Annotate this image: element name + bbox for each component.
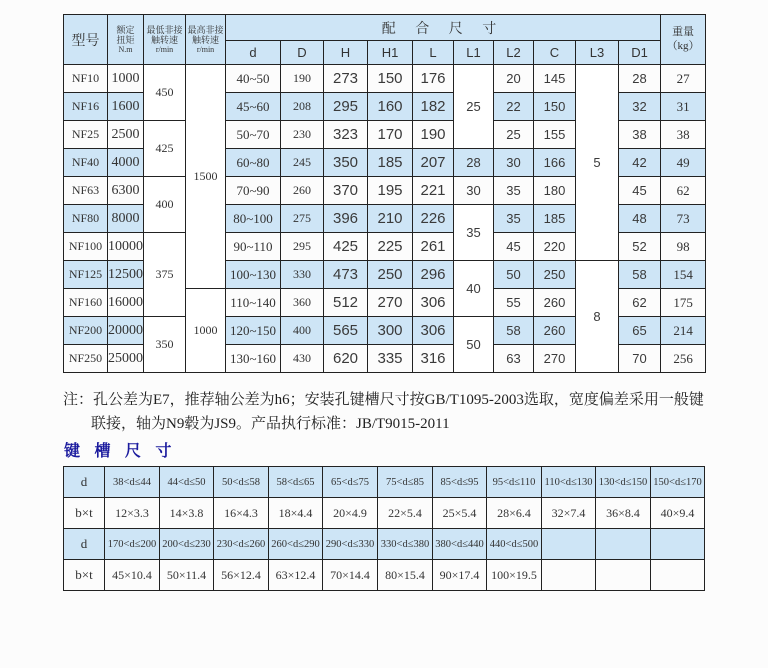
keyway-range: 50<d≤58 bbox=[214, 467, 269, 498]
keyway-value bbox=[651, 560, 705, 591]
D-cell: 330 bbox=[281, 261, 324, 289]
header-line: 最高非接 bbox=[187, 24, 224, 35]
torque-cell: 16000 bbox=[108, 289, 144, 317]
D-cell: 295 bbox=[281, 233, 324, 261]
d-cell: 110~140 bbox=[226, 289, 281, 317]
keyway-value: 100×19.5 bbox=[487, 560, 542, 591]
D1-cell: 38 bbox=[619, 121, 661, 149]
L-cell: 207 bbox=[413, 149, 454, 177]
model-cell: NF25 bbox=[64, 121, 108, 149]
D-cell: 260 bbox=[281, 177, 324, 205]
D1-cell: 65 bbox=[619, 317, 661, 345]
d-cell: 130~160 bbox=[226, 345, 281, 373]
weight-cell: 175 bbox=[661, 289, 706, 317]
H1-cell: 225 bbox=[368, 233, 413, 261]
col-header-L: L bbox=[413, 41, 454, 65]
header-unit: r/min bbox=[196, 45, 215, 55]
H-cell: 473 bbox=[324, 261, 368, 289]
L-cell: 316 bbox=[413, 345, 454, 373]
weight-cell: 38 bbox=[661, 121, 706, 149]
d-cell: 45~60 bbox=[226, 93, 281, 121]
H-cell: 620 bbox=[324, 345, 368, 373]
L1-cell: 28 bbox=[454, 149, 494, 177]
keyway-label-bt: b×t bbox=[64, 498, 105, 529]
H1-cell: 195 bbox=[368, 177, 413, 205]
col-header-model: 型号 bbox=[64, 15, 108, 65]
min-speed-cell: 375 bbox=[144, 233, 186, 317]
col-header-D: D bbox=[281, 41, 324, 65]
model-cell: NF10 bbox=[64, 65, 108, 93]
min-speed-cell: 400 bbox=[144, 177, 186, 233]
torque-cell: 6300 bbox=[108, 177, 144, 205]
keyway-value: 36×8.4 bbox=[596, 498, 651, 529]
C-cell: 220 bbox=[534, 233, 576, 261]
weight-cell: 214 bbox=[661, 317, 706, 345]
keyway-range: 150<d≤170 bbox=[651, 467, 705, 498]
keyway-value: 25×5.4 bbox=[433, 498, 487, 529]
min-speed-cell: 350 bbox=[144, 317, 186, 373]
keyway-range: 440<d≤500 bbox=[487, 529, 542, 560]
C-cell: 145 bbox=[534, 65, 576, 93]
keyway-range: 260<d≤290 bbox=[269, 529, 323, 560]
L1-cell: 50 bbox=[454, 317, 494, 373]
H-cell: 565 bbox=[324, 317, 368, 345]
D-cell: 230 bbox=[281, 121, 324, 149]
torque-cell: 12500 bbox=[108, 261, 144, 289]
L2-cell: 35 bbox=[494, 177, 534, 205]
keyway-value: 56×12.4 bbox=[214, 560, 269, 591]
L-cell: 261 bbox=[413, 233, 454, 261]
col-header-D1: D1 bbox=[619, 41, 661, 65]
keyway-range: 170<d≤200 bbox=[105, 529, 160, 560]
L-cell: 306 bbox=[413, 289, 454, 317]
torque-cell: 20000 bbox=[108, 317, 144, 345]
note-text bbox=[63, 388, 723, 436]
torque-cell: 25000 bbox=[108, 345, 144, 373]
torque-cell: 8000 bbox=[108, 205, 144, 233]
L2-cell: 50 bbox=[494, 261, 534, 289]
H-cell: 295 bbox=[324, 93, 368, 121]
keyway-value: 50×11.4 bbox=[160, 560, 214, 591]
L2-cell: 25 bbox=[494, 121, 534, 149]
H-cell: 323 bbox=[324, 121, 368, 149]
d-cell: 40~50 bbox=[226, 65, 281, 93]
keyway-range: 230<d≤260 bbox=[214, 529, 269, 560]
table-row-nf10 bbox=[64, 65, 706, 93]
model-cell: NF40 bbox=[64, 149, 108, 177]
d-cell: 50~70 bbox=[226, 121, 281, 149]
keyway-value bbox=[542, 560, 596, 591]
spec-table bbox=[63, 14, 706, 373]
C-cell: 260 bbox=[534, 317, 576, 345]
col-header-L1: L1 bbox=[454, 41, 494, 65]
model-cell: NF80 bbox=[64, 205, 108, 233]
L2-cell: 63 bbox=[494, 345, 534, 373]
header-unit: N.m bbox=[118, 45, 133, 55]
L-cell: 176 bbox=[413, 65, 454, 93]
col-header-min-speed bbox=[144, 15, 186, 65]
keyway-value: 12×3.3 bbox=[105, 498, 160, 529]
C-cell: 155 bbox=[534, 121, 576, 149]
D1-cell: 48 bbox=[619, 205, 661, 233]
keyway-range bbox=[651, 529, 705, 560]
model-cell: NF125 bbox=[64, 261, 108, 289]
H1-cell: 160 bbox=[368, 93, 413, 121]
header-line: 最低非接 bbox=[146, 24, 183, 35]
keyway-value: 22×5.4 bbox=[378, 498, 433, 529]
keyway-range: 95<d≤110 bbox=[487, 467, 542, 498]
L3-cell: 8 bbox=[576, 261, 619, 373]
D-cell: 360 bbox=[281, 289, 324, 317]
H1-cell: 150 bbox=[368, 65, 413, 93]
D-cell: 190 bbox=[281, 65, 324, 93]
D1-cell: 52 bbox=[619, 233, 661, 261]
H1-cell: 250 bbox=[368, 261, 413, 289]
keyway-value: 32×7.4 bbox=[542, 498, 596, 529]
keyway-value: 18×4.4 bbox=[269, 498, 323, 529]
keyway-range: 290<d≤330 bbox=[323, 529, 378, 560]
keyway-value-row-1 bbox=[64, 498, 705, 529]
model-cell: NF250 bbox=[64, 345, 108, 373]
torque-cell: 2500 bbox=[108, 121, 144, 149]
header-row-1 bbox=[64, 15, 706, 41]
H1-cell: 210 bbox=[368, 205, 413, 233]
keyway-value: 20×4.9 bbox=[323, 498, 378, 529]
H-cell: 396 bbox=[324, 205, 368, 233]
D-cell: 208 bbox=[281, 93, 324, 121]
weight-cell: 154 bbox=[661, 261, 706, 289]
H1-cell: 185 bbox=[368, 149, 413, 177]
C-cell: 250 bbox=[534, 261, 576, 289]
col-header-C: C bbox=[534, 41, 576, 65]
model-cell: NF63 bbox=[64, 177, 108, 205]
keyway-label-d: d bbox=[64, 529, 105, 560]
H1-cell: 300 bbox=[368, 317, 413, 345]
keyway-header-row-2 bbox=[64, 529, 705, 560]
keyway-range: 200<d≤230 bbox=[160, 529, 214, 560]
L1-cell: 25 bbox=[454, 65, 494, 149]
H1-cell: 170 bbox=[368, 121, 413, 149]
D1-cell: 62 bbox=[619, 289, 661, 317]
H-cell: 370 bbox=[324, 177, 368, 205]
C-cell: 166 bbox=[534, 149, 576, 177]
keyway-range: 58<d≤65 bbox=[269, 467, 323, 498]
D-cell: 400 bbox=[281, 317, 324, 345]
keyway-table bbox=[63, 466, 705, 591]
keyway-range: 380<d≤440 bbox=[433, 529, 487, 560]
keyway-label-bt: b×t bbox=[64, 560, 105, 591]
keyway-range: 38<d≤44 bbox=[105, 467, 160, 498]
L-cell: 190 bbox=[413, 121, 454, 149]
keyway-section-heading: 键 槽 尺 寸 bbox=[64, 443, 177, 460]
keyway-header-row-1 bbox=[64, 467, 705, 498]
d-cell: 90~110 bbox=[226, 233, 281, 261]
col-header-L3: L3 bbox=[576, 41, 619, 65]
d-cell: 80~100 bbox=[226, 205, 281, 233]
D1-cell: 58 bbox=[619, 261, 661, 289]
d-cell: 120~150 bbox=[226, 317, 281, 345]
keyway-range: 75<d≤85 bbox=[378, 467, 433, 498]
keyway-value: 90×17.4 bbox=[433, 560, 487, 591]
note-line-2: 联接，轴为N9毂为JS9。产品执行标准：JB/T9015-2011 bbox=[91, 416, 450, 432]
model-cell: NF100 bbox=[64, 233, 108, 261]
L2-cell: 45 bbox=[494, 233, 534, 261]
keyway-value: 45×10.4 bbox=[105, 560, 160, 591]
torque-cell: 1600 bbox=[108, 93, 144, 121]
header-line: 触转速 bbox=[150, 34, 178, 45]
keyway-range bbox=[596, 529, 651, 560]
torque-cell: 4000 bbox=[108, 149, 144, 177]
H-cell: 273 bbox=[324, 65, 368, 93]
C-cell: 260 bbox=[534, 289, 576, 317]
L2-cell: 35 bbox=[494, 205, 534, 233]
L3-cell: 5 bbox=[576, 65, 619, 261]
H-cell: 425 bbox=[324, 233, 368, 261]
keyway-value: 28×6.4 bbox=[487, 498, 542, 529]
keyway-range: 65<d≤75 bbox=[323, 467, 378, 498]
weight-cell: 31 bbox=[661, 93, 706, 121]
L2-cell: 22 bbox=[494, 93, 534, 121]
keyway-value: 16×4.3 bbox=[214, 498, 269, 529]
d-cell: 60~80 bbox=[226, 149, 281, 177]
min-speed-cell: 425 bbox=[144, 121, 186, 177]
D-cell: 275 bbox=[281, 205, 324, 233]
L-cell: 221 bbox=[413, 177, 454, 205]
keyway-label-d: d bbox=[64, 467, 105, 498]
H1-cell: 335 bbox=[368, 345, 413, 373]
header-line: 扭矩 bbox=[116, 34, 135, 45]
D-cell: 430 bbox=[281, 345, 324, 373]
D1-cell: 42 bbox=[619, 149, 661, 177]
keyway-value: 70×14.4 bbox=[323, 560, 378, 591]
keyway-range bbox=[542, 529, 596, 560]
weight-cell: 27 bbox=[661, 65, 706, 93]
weight-cell: 62 bbox=[661, 177, 706, 205]
keyway-value: 14×3.8 bbox=[160, 498, 214, 529]
torque-cell: 1000 bbox=[108, 65, 144, 93]
L2-cell: 20 bbox=[494, 65, 534, 93]
weight-cell: 98 bbox=[661, 233, 706, 261]
col-header-d: d bbox=[226, 41, 281, 65]
H1-cell: 270 bbox=[368, 289, 413, 317]
C-cell: 150 bbox=[534, 93, 576, 121]
d-cell: 100~130 bbox=[226, 261, 281, 289]
D1-cell: 70 bbox=[619, 345, 661, 373]
keyway-value-row-2 bbox=[64, 560, 705, 591]
keyway-value: 63×12.4 bbox=[269, 560, 323, 591]
L2-cell: 30 bbox=[494, 149, 534, 177]
L1-cell: 30 bbox=[454, 177, 494, 205]
note-line-1: 注：孔公差为E7，推荐轴公差为h6；安装孔键槽尺寸按GB/T1095-2003选取，宽度偏差采用一般键 bbox=[63, 392, 704, 408]
model-cell: NF200 bbox=[64, 317, 108, 345]
L1-cell: 35 bbox=[454, 205, 494, 261]
L-cell: 296 bbox=[413, 261, 454, 289]
weight-cell: 49 bbox=[661, 149, 706, 177]
keyway-range: 330<d≤380 bbox=[378, 529, 433, 560]
col-header-fit-group: 配 合 尺 寸 bbox=[226, 15, 661, 41]
D1-cell: 45 bbox=[619, 177, 661, 205]
keyway-range: 44<d≤50 bbox=[160, 467, 214, 498]
C-cell: 185 bbox=[534, 205, 576, 233]
header-unit: （kg） bbox=[666, 39, 700, 52]
keyway-value: 80×15.4 bbox=[378, 560, 433, 591]
col-header-max-speed bbox=[186, 15, 226, 65]
C-cell: 180 bbox=[534, 177, 576, 205]
model-cell: NF160 bbox=[64, 289, 108, 317]
keyway-range: 85<d≤95 bbox=[433, 467, 487, 498]
col-header-H: H bbox=[324, 41, 368, 65]
L2-cell: 55 bbox=[494, 289, 534, 317]
header-line: 额定 bbox=[116, 24, 135, 35]
header-line: 触转速 bbox=[191, 34, 219, 45]
keyway-range: 130<d≤150 bbox=[596, 467, 651, 498]
weight-cell: 256 bbox=[661, 345, 706, 373]
L-cell: 226 bbox=[413, 205, 454, 233]
col-header-H1: H1 bbox=[368, 41, 413, 65]
C-cell: 270 bbox=[534, 345, 576, 373]
keyway-range: 110<d≤130 bbox=[542, 467, 596, 498]
header-line: 重量 bbox=[672, 26, 695, 39]
L-cell: 306 bbox=[413, 317, 454, 345]
header-unit: r/min bbox=[155, 45, 174, 55]
model-cell: NF16 bbox=[64, 93, 108, 121]
L2-cell: 58 bbox=[494, 317, 534, 345]
col-header-torque bbox=[108, 15, 144, 65]
D1-cell: 28 bbox=[619, 65, 661, 93]
D1-cell: 32 bbox=[619, 93, 661, 121]
col-header-L2: L2 bbox=[494, 41, 534, 65]
H-cell: 512 bbox=[324, 289, 368, 317]
torque-cell: 10000 bbox=[108, 233, 144, 261]
keyway-value bbox=[596, 560, 651, 591]
max-speed-cell: 1000 bbox=[186, 289, 226, 373]
H-cell: 350 bbox=[324, 149, 368, 177]
L1-cell: 40 bbox=[454, 261, 494, 317]
max-speed-cell: 1500 bbox=[186, 65, 226, 289]
weight-cell: 73 bbox=[661, 205, 706, 233]
d-cell: 70~90 bbox=[226, 177, 281, 205]
min-speed-cell: 450 bbox=[144, 65, 186, 121]
col-header-weight bbox=[661, 15, 706, 65]
keyway-value: 40×9.4 bbox=[651, 498, 705, 529]
L-cell: 182 bbox=[413, 93, 454, 121]
D-cell: 245 bbox=[281, 149, 324, 177]
